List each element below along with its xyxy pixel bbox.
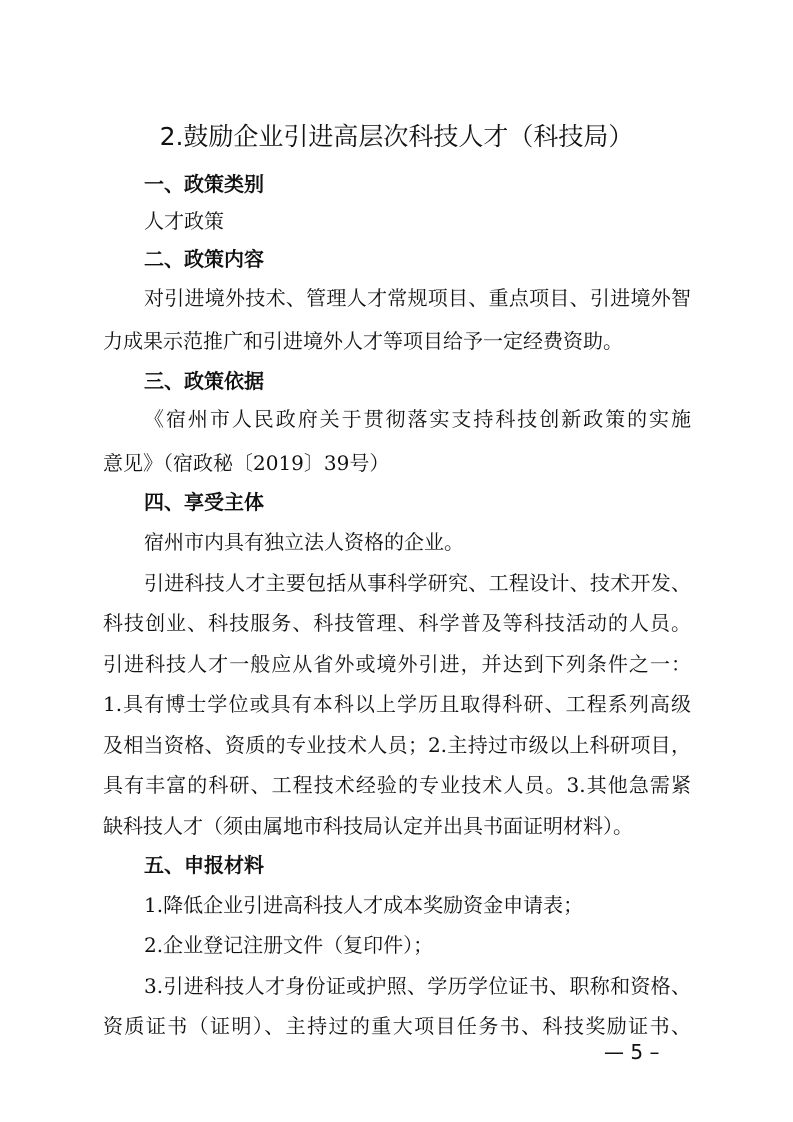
body-line: 缺科技人才（须由属地市科技局认定并出具书面证明材料）。 xyxy=(103,814,633,838)
body-line: 及相当资格、资质的专业技术人员；2.主持过市级以上科研项目， xyxy=(103,733,691,757)
body-line: 宿州市内具有独立法人资格的企业。 xyxy=(144,530,464,554)
body-line: 具有丰富的科研、工程技术经验的专业技术人员。3.其他急需紧 xyxy=(103,773,691,797)
section-heading-application-materials: 五、申报材料 xyxy=(144,853,264,877)
body-line: 《宿州市人民政府关于贯彻落实支持科技创新政策的实施 xyxy=(144,407,691,431)
section-heading-policy-basis: 三、政策依据 xyxy=(144,369,264,393)
body-line: 3.引进科技人才身份证或护照、学历学位证书、职称和资格、 xyxy=(144,974,691,998)
body-line: 对引进境外技术、管理人才常规项目、重点项目、引进境外智 xyxy=(144,286,691,310)
body-line: 科技创业、科技服务、科技管理、科学普及等科技活动的人员。 xyxy=(103,611,691,635)
body-line: 意见》（宿政秘〔2019〕39号） xyxy=(103,451,390,475)
body-line: 1.具有博士学位或具有本科以上学历且取得科研、工程系列高级 xyxy=(103,692,691,716)
section-heading-policy-content: 二、政策内容 xyxy=(144,247,264,271)
body-line: 引进科技人才一般应从省外或境外引进，并达到下列条件之一： xyxy=(103,652,691,676)
document-title: 2.鼓励企业引进高层次科技人才（科技局） xyxy=(159,122,634,151)
body-line: 资质证书（证明）、主持过的重大项目任务书、科技奖励证书、 xyxy=(103,1014,691,1038)
section-heading-eligible-subject: 四、享受主体 xyxy=(144,490,264,514)
body-line: 2.企业登记注册文件（复印件）； xyxy=(144,933,434,957)
body-line: 引进科技人才主要包括从事科学研究、工程设计、技术开发、 xyxy=(144,571,691,595)
body-line: 人才政策 xyxy=(144,209,224,233)
section-heading-policy-category: 一、政策类别 xyxy=(144,172,264,196)
page-number: — 5 – xyxy=(604,1040,660,1064)
body-line: 1.降低企业引进高科技人才成本奖励资金申请表； xyxy=(144,893,584,917)
body-line: 力成果示范推广和引进境外人才等项目给予一定经费资助。 xyxy=(103,329,623,353)
